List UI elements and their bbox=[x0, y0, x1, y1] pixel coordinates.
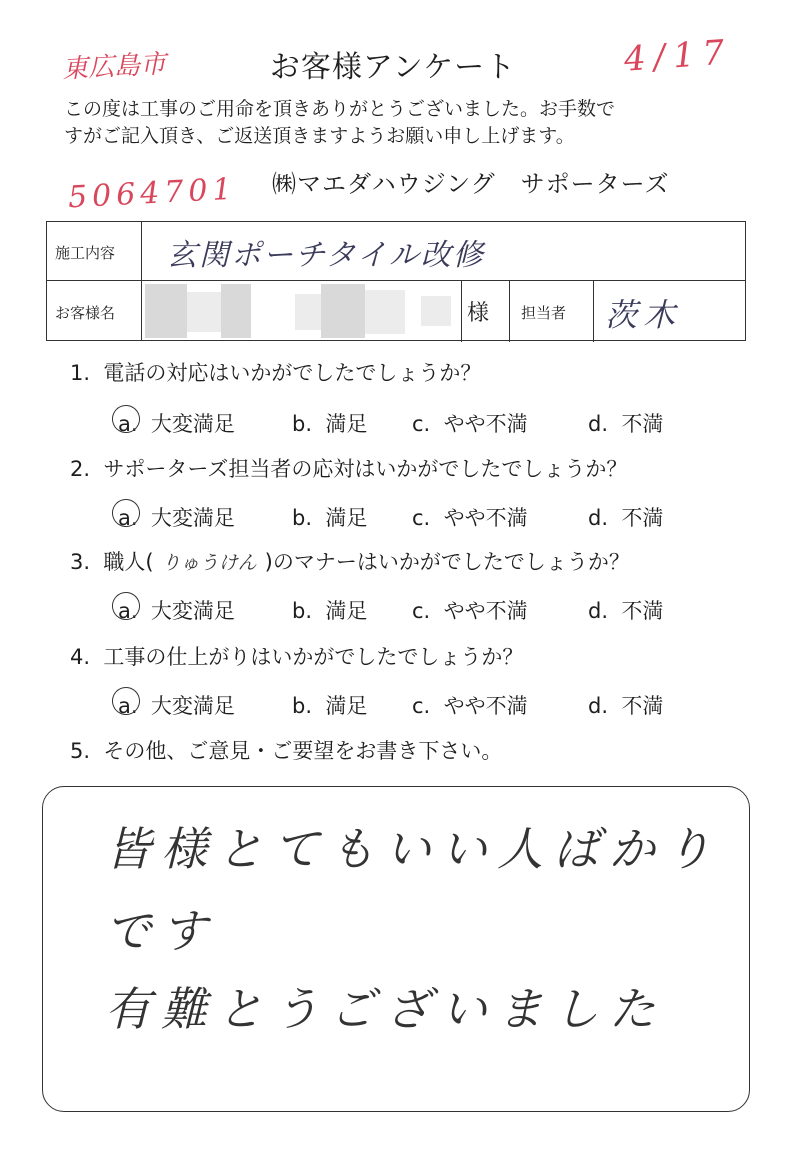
table-divider bbox=[509, 280, 510, 342]
option-key: a. bbox=[118, 694, 138, 718]
option-label: 満足 bbox=[325, 506, 368, 530]
option-key: a. bbox=[118, 506, 138, 530]
option-c[interactable] bbox=[412, 595, 528, 625]
question-number: 4. bbox=[70, 645, 91, 669]
option-d[interactable] bbox=[588, 408, 663, 438]
option-label: 不満 bbox=[621, 599, 664, 623]
staff-value: 茨木 bbox=[605, 296, 682, 334]
option-key: d. bbox=[588, 694, 609, 718]
selected-circle bbox=[109, 496, 142, 529]
option-d[interactable] bbox=[588, 595, 663, 625]
redaction-block bbox=[365, 290, 405, 334]
question-number: 5. bbox=[70, 739, 91, 763]
question-text: 工事の仕上がりはいかがでしたでしょうか？ bbox=[103, 645, 524, 669]
table-divider bbox=[593, 280, 594, 342]
comment-box[interactable] bbox=[42, 786, 750, 1112]
option-key: c. bbox=[412, 506, 431, 530]
options-q1 bbox=[118, 408, 718, 436]
option-label: 満足 bbox=[325, 599, 368, 623]
option-key: c. bbox=[412, 412, 431, 436]
option-a[interactable] bbox=[118, 595, 235, 625]
redaction-block bbox=[421, 296, 451, 326]
selected-circle bbox=[109, 684, 142, 717]
option-c[interactable] bbox=[412, 502, 528, 532]
option-label: 大変満足 bbox=[150, 694, 235, 718]
option-key: d. bbox=[588, 412, 609, 436]
option-d[interactable] bbox=[588, 690, 663, 720]
question-text: その他、ご意見・ご要望をお書き下さい。 bbox=[103, 739, 503, 763]
comment-line-3: 有難とうございました bbox=[105, 982, 665, 1036]
question-text: サポーターズ担当者の応対はいかがでしたでしょうか？ bbox=[103, 457, 628, 481]
option-b[interactable] bbox=[292, 595, 367, 625]
option-d[interactable] bbox=[588, 502, 663, 532]
work-label: 施工内容 bbox=[55, 244, 116, 262]
option-key: a. bbox=[118, 412, 138, 436]
option-key: c. bbox=[412, 694, 431, 718]
work-value: 玄関ポーチタイル改修 bbox=[167, 238, 485, 273]
option-c[interactable] bbox=[412, 690, 528, 720]
option-label: 満足 bbox=[325, 694, 368, 718]
redaction-block bbox=[187, 292, 221, 332]
option-b[interactable] bbox=[292, 690, 367, 720]
option-label: 満足 bbox=[325, 412, 368, 436]
date-handwritten: 4/17 bbox=[622, 32, 734, 80]
option-a[interactable] bbox=[118, 502, 235, 532]
redacted-customer-name bbox=[145, 284, 457, 338]
question-4 bbox=[70, 641, 523, 671]
option-label: 不満 bbox=[621, 694, 664, 718]
question-text: 電話の対応はいかがでしたでしょうか？ bbox=[103, 361, 482, 385]
question-1 bbox=[70, 357, 481, 387]
options-q2 bbox=[118, 502, 718, 530]
craftsman-name-handwritten: りゅうけん bbox=[161, 552, 257, 574]
customer-label: お客様名 bbox=[55, 304, 116, 322]
option-label: やや不満 bbox=[443, 694, 528, 718]
question-3 bbox=[70, 546, 630, 576]
customer-info-table bbox=[46, 221, 746, 341]
option-key: b. bbox=[292, 412, 313, 436]
option-label: やや不満 bbox=[443, 599, 528, 623]
question-5 bbox=[70, 735, 502, 765]
option-b[interactable] bbox=[292, 408, 367, 438]
intro-text bbox=[64, 96, 615, 150]
question-number: 2. bbox=[70, 457, 91, 481]
option-key: d. bbox=[588, 506, 609, 530]
staff-label: 担当者 bbox=[521, 304, 567, 322]
comment-line-1: 皆様とてもいい人ばかり bbox=[105, 822, 721, 876]
question-number: 1. bbox=[70, 361, 91, 385]
selected-circle bbox=[109, 402, 142, 435]
redaction-block bbox=[295, 294, 321, 330]
option-a[interactable] bbox=[118, 408, 235, 438]
intro-line-1: この度は工事のご用命を頂きありがとうございました。お手数で bbox=[64, 98, 616, 120]
comment-line-2: です bbox=[105, 904, 217, 958]
intro-line-2: すがご記入頂き、ご返送頂きますようお願い申し上げます。 bbox=[64, 125, 575, 147]
question-2 bbox=[70, 453, 627, 483]
question-text-before: 職人( bbox=[103, 550, 154, 574]
option-key: b. bbox=[292, 599, 313, 623]
option-label: 大変満足 bbox=[150, 506, 235, 530]
options-q4 bbox=[118, 690, 718, 718]
option-key: b. bbox=[292, 694, 313, 718]
redaction-block bbox=[221, 284, 251, 338]
option-key: c. bbox=[412, 599, 431, 623]
table-divider bbox=[141, 222, 142, 340]
option-key: d. bbox=[588, 599, 609, 623]
option-label: やや不満 bbox=[443, 506, 528, 530]
selected-circle bbox=[109, 589, 142, 622]
option-label: 不満 bbox=[621, 506, 664, 530]
area-handwritten: 東広島市 bbox=[61, 49, 167, 85]
option-c[interactable] bbox=[412, 408, 528, 438]
option-label: やや不満 bbox=[443, 412, 528, 436]
option-label: 不満 bbox=[621, 412, 664, 436]
redaction-block bbox=[145, 284, 187, 338]
honorific: 様 bbox=[467, 301, 490, 326]
customer-number-handwritten: 5064701 bbox=[67, 171, 238, 216]
option-key: b. bbox=[292, 506, 313, 530]
option-a[interactable] bbox=[118, 690, 235, 720]
option-label: 大変満足 bbox=[150, 412, 235, 436]
question-text-after: )のマナーはいかがでしたでしょうか？ bbox=[264, 550, 630, 574]
option-label: 大変満足 bbox=[150, 599, 235, 623]
company-name: ㈱マエダハウジング サポーターズ bbox=[272, 170, 670, 198]
page-title: お客様アンケート bbox=[269, 50, 517, 85]
redaction-block bbox=[321, 284, 365, 338]
question-number: 3. bbox=[70, 550, 91, 574]
option-key: a. bbox=[118, 599, 138, 623]
table-divider bbox=[461, 280, 462, 342]
table-divider bbox=[47, 280, 745, 281]
options-q3 bbox=[118, 595, 718, 623]
option-b[interactable] bbox=[292, 502, 367, 532]
